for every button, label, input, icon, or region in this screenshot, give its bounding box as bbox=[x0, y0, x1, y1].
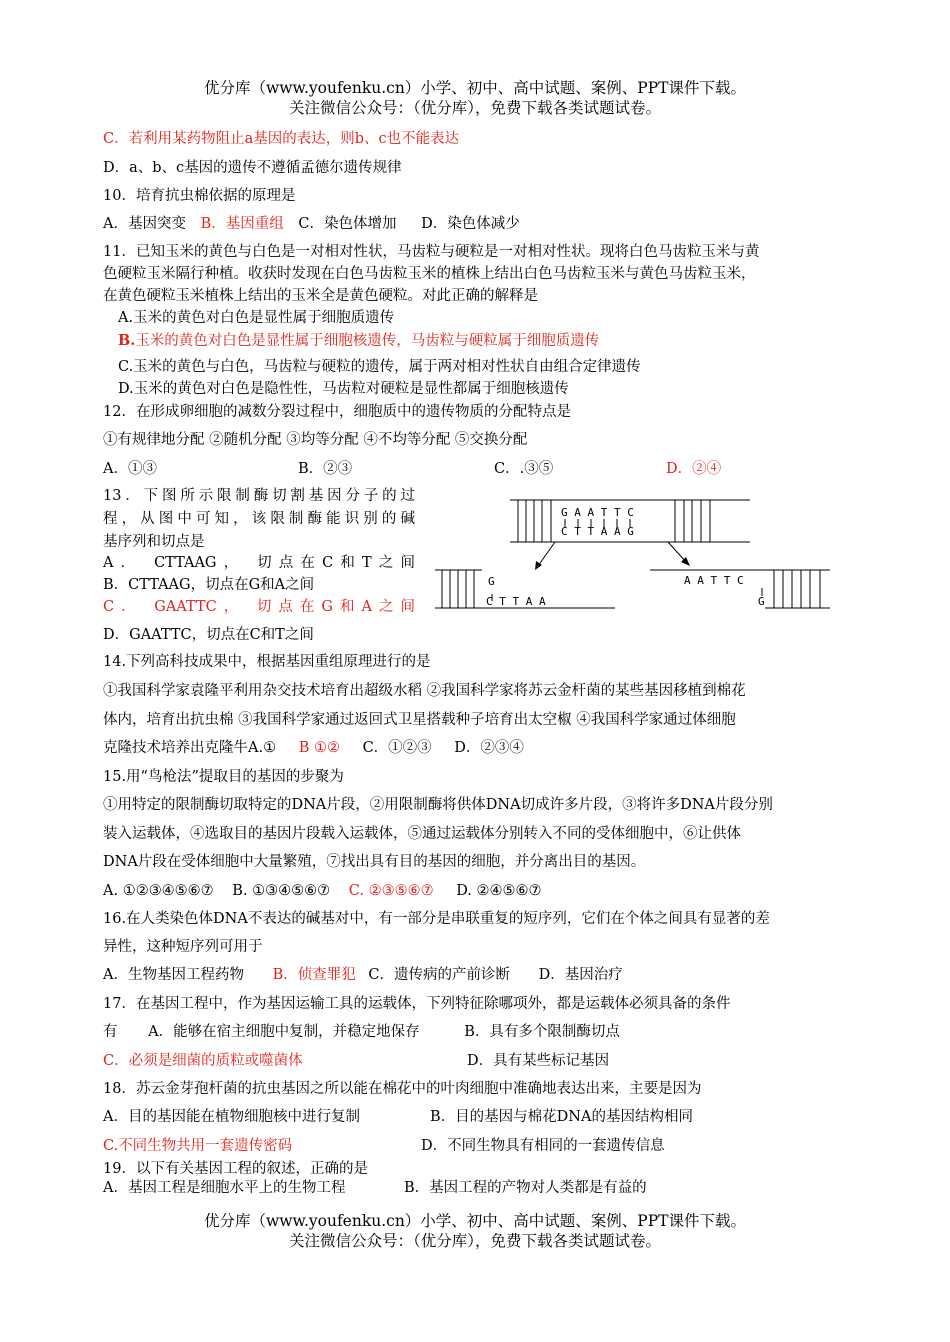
right-fragment-top: A A T T C bbox=[684, 574, 744, 587]
q11-stem-3: 在黄色硬粒玉米植株上结出的玉米全是黄色硬粒。对此正确的解释是 bbox=[103, 288, 538, 304]
q10-stem: 10．培育抗虫棉依据的原理是 bbox=[103, 188, 296, 204]
q18-stem: 18．苏云金芽孢杆菌的抗虫基因之所以能在棉花中的叶肉细胞中准确地表达出来，主要是因为 bbox=[103, 1081, 702, 1097]
q11-option-d: D.玉米的黄色对白色是隐性性，马齿粒对硬粒是显性都属于细胞核遗传 bbox=[118, 381, 569, 397]
q19-option-a: A．基因工程是细胞水平上的生物工程 bbox=[103, 1180, 346, 1196]
q14-line-1: ①我国科学家袁隆平利用杂交技术培育出超级水稻 ②我国科学家将苏云金杆菌的某些基因移植到棉花 bbox=[103, 683, 746, 699]
q18-option-c: C.不同生物共用一套遗传密码 bbox=[103, 1138, 293, 1154]
q11-option-a: A.玉米的黄色对白色是显性属于细胞质遗传 bbox=[118, 310, 395, 326]
q13-option-b: B．CTTAAG，切点在G和A之间 bbox=[103, 577, 315, 593]
footer-line-1: 优分库（www.youfenku.cn）小学、初中、高中试题、案例、PPT课件下载。 bbox=[203, 1212, 747, 1230]
q19-option-b: B．基因工程的产物对人类都是有益的 bbox=[404, 1180, 647, 1196]
q10-options bbox=[103, 214, 520, 234]
q11-stem-1: 11．已知玉米的黄色与白色是一对相对性状，马齿粒与硬粒是一对相对性状。现将白色马齿粒玉米与黄 bbox=[103, 244, 760, 260]
q16-option-c: C．遗传病的产前诊断 bbox=[368, 967, 510, 983]
q13-stem-1: 13．下图所示限制酶切割基因分子的过 bbox=[103, 488, 415, 504]
q15-option-b: B. ①③④⑤⑥⑦ bbox=[232, 883, 331, 899]
footer-line-2: 关注微信公众号：（优分库），免费下载各类试题试卷。 bbox=[288, 1232, 661, 1250]
q15-options bbox=[103, 881, 542, 901]
left-fragment-bottom: C T T A A bbox=[486, 595, 546, 608]
header-line-1: 优分库（www.youfenku.cn）小学、初中、高中试题、案例、PPT课件下载。 bbox=[203, 79, 747, 97]
q11-option-c: C.玉米的黄色与白色，马齿粒与硬粒的遗传，属于两对相对性状自由组合定律遗传 bbox=[118, 359, 641, 375]
q13-option-d: D．GAATTC，切点在C和T之间 bbox=[103, 627, 314, 643]
q11-option-b-letter: B. bbox=[118, 332, 136, 349]
q14-stem: 14.下列高科技成果中，根据基因重组原理进行的是 bbox=[103, 654, 431, 670]
q18-option-a: A．目的基因能在植物细胞核中进行复制 bbox=[103, 1109, 360, 1125]
q17-line-2-prefix: 有 bbox=[103, 1024, 118, 1040]
right-fragment-rungs bbox=[762, 570, 820, 608]
q17-option-b: B．具有多个限制酶切点 bbox=[464, 1024, 620, 1040]
q12-option-a: A．①③ bbox=[103, 461, 157, 477]
q17-option-d: D．具有某些标记基因 bbox=[467, 1053, 610, 1069]
q16-option-a: A．生物基因工程药物 bbox=[103, 967, 244, 983]
q14-option-c: C．①②③ bbox=[362, 740, 432, 756]
q16-option-d: D．基因治疗 bbox=[538, 967, 623, 983]
q10-option-a: A．基因突变 bbox=[103, 216, 186, 232]
q15-line-2: 装入运载体，④选取目的基因片段载入运载体，⑤通过运载体分别转入不同的受体细胞中，⑥让供体 bbox=[103, 826, 741, 842]
q15-stem: 15.用“鸟枪法”提取目的基因的步聚为 bbox=[103, 769, 344, 785]
q14-option-d: D．②③④ bbox=[454, 740, 524, 756]
q12-items: ①有规律地分配 ②随机分配 ③均等分配 ④不均等分配 ⑤交换分配 bbox=[103, 432, 528, 448]
left-fragment-rungs bbox=[442, 570, 492, 608]
q15-line-3: DNA片段在受体细胞中大量繁殖，⑦找出具有目的基因的细胞，并分离出目的基因。 bbox=[103, 854, 646, 870]
q10-option-b: B．基因重组 bbox=[200, 216, 284, 232]
q15-option-d: D. ②④⑤⑥⑦ bbox=[456, 883, 542, 899]
bottom-strand-sequence: C T T A A G bbox=[561, 525, 634, 538]
q15-option-c: C. ②③⑤⑥⑦ bbox=[348, 883, 434, 899]
q13-option-a: A． CTTAAG， 切点在C和T之间 bbox=[103, 555, 415, 571]
q9-option-d: D．a、b、c基因的遗传不遵循孟德尔遗传规律 bbox=[103, 160, 402, 176]
q16-option-b: B．侦查罪犯 bbox=[272, 967, 356, 983]
q16-line-2: 异性，这种短序列可用于 bbox=[103, 939, 263, 955]
q12-option-c: C．.③⑤ bbox=[494, 461, 554, 477]
q13-stem-2: 程，从图中可知，该限制酶能识别的碱 bbox=[103, 511, 415, 527]
q15-line-1: ①用特定的限制酶切取特定的DNA片段，②用限制酶将供体DNA切成许多片段，③将许多DNA片段分别 bbox=[103, 797, 773, 813]
q10-option-d: D．染色体减少 bbox=[421, 216, 520, 232]
q14-line-2: 体内，培育出抗虫棉 ③我国科学家通过返回式卫星搭载种子培育出太空椒 ④我国科学家通过体细胞 bbox=[103, 712, 736, 728]
q12-option-b: B．②③ bbox=[298, 461, 353, 477]
q16-options bbox=[103, 965, 623, 985]
q9-option-c: C．若利用某药物阻止a基因的表达，则b、c也不能表达 bbox=[103, 131, 460, 147]
q14-option-b: B ①② bbox=[298, 740, 340, 756]
q15-option-a: A. ①②③④⑤⑥⑦ bbox=[103, 883, 214, 899]
q14-line-3-text: 克隆技术培养出克隆牛A.① bbox=[103, 740, 277, 756]
q17-option-c: C．必须是细菌的质粒或噬菌体 bbox=[103, 1053, 303, 1069]
left-fragment-top: G bbox=[488, 575, 495, 588]
arrow-right bbox=[668, 542, 690, 566]
q11-stem-2: 色硬粒玉米隔行种植。收获时发现在白色马齿粒玉米的植株上结出白色马齿粒玉米与黄色马齿粒玉米， bbox=[103, 266, 756, 282]
restriction-enzyme-diagram bbox=[420, 490, 840, 620]
q12-stem: 12．在形成卵细胞的减数分裂过程中，细胞质中的遗传物质的分配特点是 bbox=[103, 404, 571, 420]
q17-line-1: 17．在基因工程中，作为基因运输工具的运载体，下列特征除哪项外，都是运载体必须具备的条件 bbox=[103, 996, 731, 1012]
q12-option-d: D．②④ bbox=[666, 461, 722, 477]
q11-option-b bbox=[118, 331, 599, 351]
arrow-left bbox=[535, 542, 555, 570]
q10-option-c: C．染色体增加 bbox=[298, 216, 397, 232]
q17-option-a: A．能够在宿主细胞中复制，并稳定地保存 bbox=[148, 1024, 420, 1040]
q18-option-d: D．不同生物具有相同的一套遗传信息 bbox=[421, 1138, 665, 1154]
q13-option-c: C． GAATTC， 切点在G和A之间 bbox=[103, 599, 415, 615]
top-strand-sequence: G A A T T C bbox=[561, 506, 634, 519]
q17-line-2 bbox=[103, 1022, 620, 1042]
q19-stem: 19．以下有关基因工程的叙述，正确的是 bbox=[103, 1161, 368, 1177]
q11-option-b-text: 玉米的黄色对白色是显性属于细胞核遗传，马齿粒与硬粒属于细胞质遗传 bbox=[135, 333, 600, 349]
q18-option-b: B．目的基因与棉花DNA的基因结构相同 bbox=[430, 1109, 693, 1125]
q14-line-3 bbox=[103, 738, 524, 758]
q16-line-1: 16.在人类染色体DNA不表达的碱基对中，有一部分是串联重复的短序列，它们在个体之间具有显著的差 bbox=[103, 911, 770, 927]
q13-stem-3: 基序列和切点是 bbox=[103, 534, 205, 550]
right-fragment-bottom: G bbox=[758, 595, 765, 608]
header-line-2: 关注微信公众号：（优分库），免费下载各类试题试卷。 bbox=[288, 99, 661, 117]
